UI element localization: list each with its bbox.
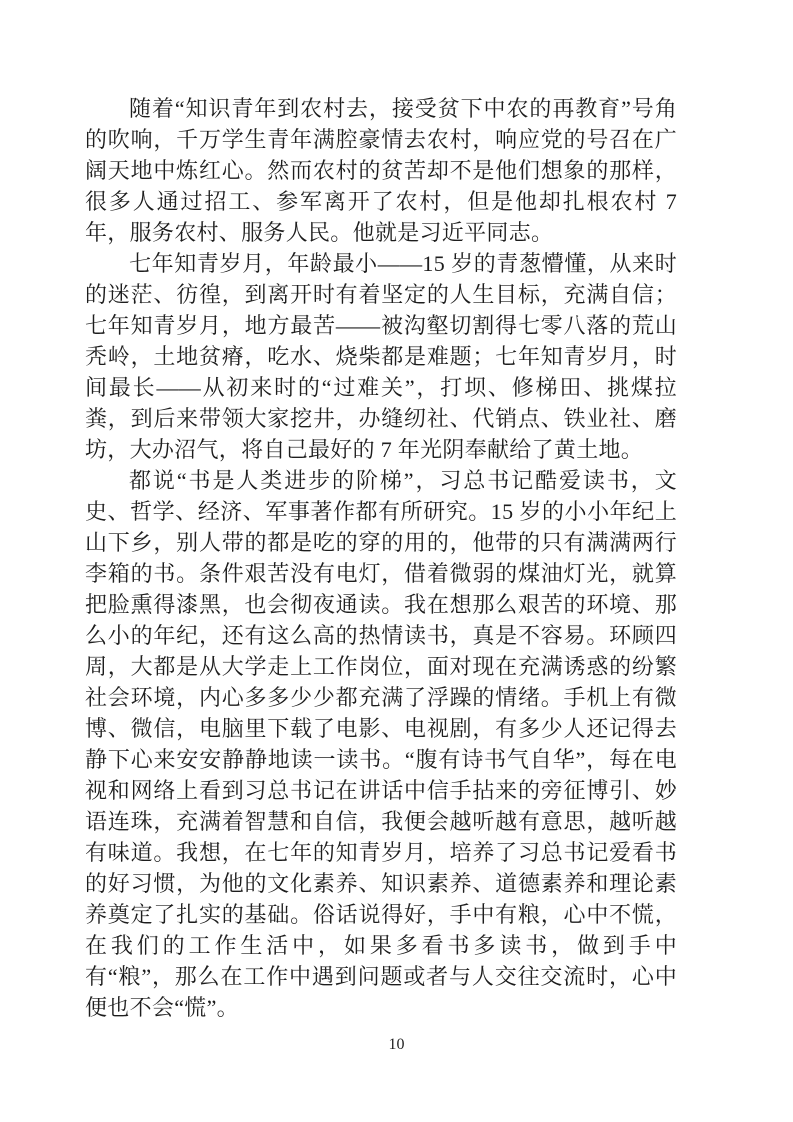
paragraph-reading: 都说“书是人类进步的阶梯”，习总书记酷爱读书，文史、哲学、经济、军事著作都有所研究。15 岁的小小年纪上山下乡，别人带的都是吃的穿的用的，他带的只有满满两行李箱的书。条件艰苦没有电灯，借着微弱的煤油灯光，就算把脸熏得漆黑，也会彻夜通读。我在想那么艰苦的环境、那么小的年纪，还有这么高的热情读书，真是不容易。环顾四周，大都是从大学走上工作岗位，面对现在充满诱惑的纷繁社会环境，内心多多少少都充满了浮躁的情绪。手机上有微博、微信，电脑里下载了电影、电视剧，有多少人还记得去静下心来安安静静地读一读书。“腹有诗书气自华”，每在电视和网络上看到习总书记在讲话中信手拈来的旁征博引、妙语连珠，充满着智慧和自信，我便会越听越有意思，越听越有味道。我想，在七年的知青岁月，培养了习总书记爱看书的好习惯，为他的文化素养、知识素养、道德素养和理论素养奠定了扎实的基础。俗话说得好，手中有粮，心中不慌，在我们的工作生活中，如果多看书多读书，做到手中有“粮”，那么在工作中遇到问题或者与人交往交流时，心中便也不会“慌”。 [85,468,677,1020]
document-body [85,93,677,1023]
page-number: 10 [388,1036,405,1053]
paragraph-seven-years: 七年知青岁月，年龄最小——15 岁的青葱懵懂，从来时的迷茫、彷徨，到离开时有着坚定的人生目标，充满自信；七年知青岁月，地方最苦——被沟壑切割得七零八落的荒山秃岭，土地贫瘠，吃水、烧柴都是难题；七年知青岁月，时间最长——从初来时的“过难关”，打坝、修梯田、挑煤拉粪，到后来带领大家挖井，办缝纫社、代销点、铁业社、磨坊，大办沼气，将自己最好的 7 年光阴奉献给了黄土地。 [85,251,677,462]
paragraph-intro: 随着“知识青年到农村去，接受贫下中农的再教育”号角的吹响，千万学生青年满腔豪情去农村，响应党的号召在广阔天地中炼红心。然而农村的贫苦却不是他们想象的那样，很多人通过招工、参军离开了农村，但是他却扎根农村 7 年，服务农村、服务人民。他就是习近平同志。 [85,96,677,245]
